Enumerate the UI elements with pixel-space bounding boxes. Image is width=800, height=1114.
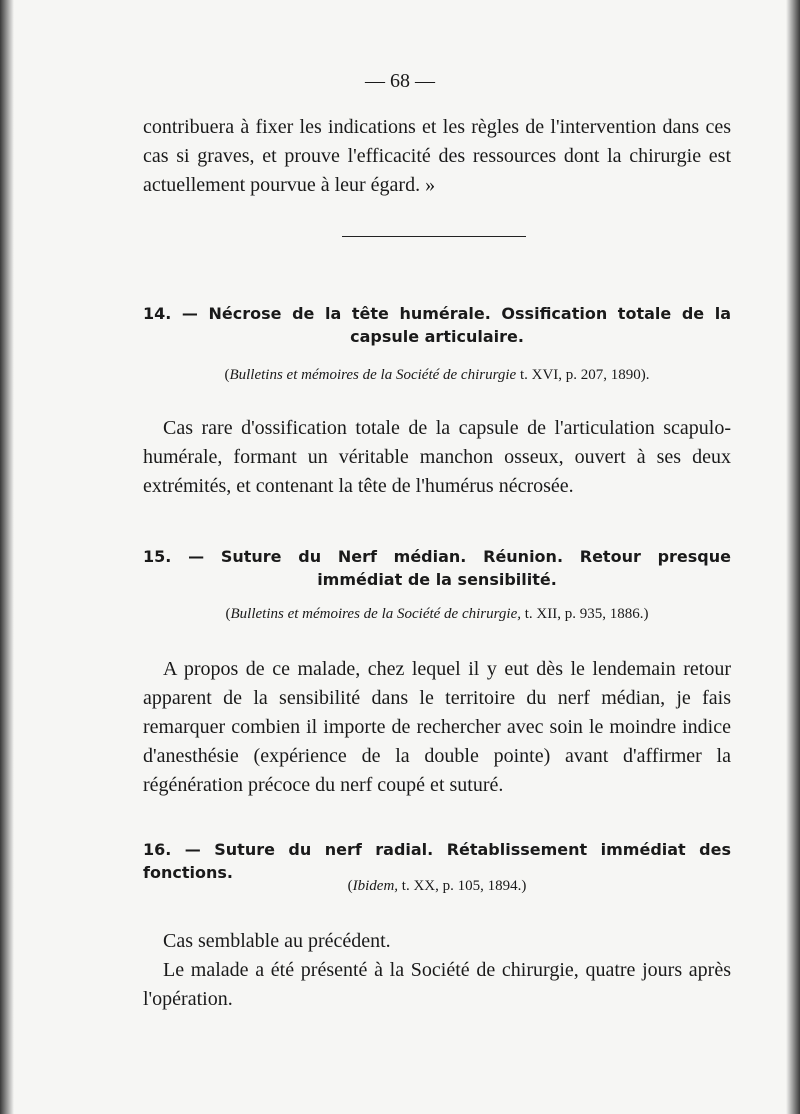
scan-edge-right <box>786 0 800 1114</box>
entry-16-citation: (Ibidem, t. XX, p. 105, 1894.) <box>347 878 527 894</box>
scan-edge-left <box>0 0 14 1114</box>
page-number: — 68 — <box>365 70 435 92</box>
entry-16-body-2: Le malade a été présenté à la Société de chirurgie, quatre jours après l'opération. <box>143 959 731 1010</box>
entry-14-body: Cas rare d'ossification totale de la capsule de l'articulation scapulo-humérale, formant un véritable manchon osseux, ouvert à ses deux extrémités, et contenant la tête de l'humérus nécrosée. <box>143 417 731 497</box>
entry-15-heading: 15. — Suture du Nerf médian. Réunion. Retour presque immédiat de la sensibilité. <box>143 547 731 589</box>
citation-source: Bulletins et mémoires de la Société de chirurgie <box>229 367 517 383</box>
citation-details: t. XX, p. 105, 1894.) <box>398 878 527 894</box>
entry-14-citation: (Bulletins et mémoires de la Société de chirurgie t. XVI, p. 207, 1890). <box>224 367 650 383</box>
entry-15-citation: (Bulletins et mémoires de la Société de chirurgie, t. XII, p. 935, 1886.) <box>225 606 649 622</box>
intro-paragraph: contribuera à fixer les indications et les règles de l'intervention dans ces cas si graves, et prouve l'efficacité des ressources dont la chirurgie est actuellement pourvue à leur égard. » <box>143 116 731 196</box>
citation-details: t. XII, p. 935, 1886.) <box>520 606 649 622</box>
entry-16-body: Cas semblable au précédent. <box>163 930 391 952</box>
citation-source: Ibidem, <box>352 878 399 894</box>
entry-14-heading: 14. — Nécrose de la tête humérale. Ossification totale de la capsule articulaire. <box>143 304 731 346</box>
section-divider <box>342 236 526 237</box>
citation-details: t. XVI, p. 207, 1890). <box>516 367 650 383</box>
entry-15-body: A propos de ce malade, chez lequel il y eut dès le lendemain retour apparent de la sensibilité dans le territoire du nerf médian, je fais remarquer combien il importe de rechercher avec soin le moindre indice d'anesthésie (expérience de la double pointe) avant d'affirmer la régénération précoce du nerf coupé et suturé. <box>143 658 731 796</box>
entry-16-heading: 16. — Suture du nerf radial. Rétablissement immédiat des fonctions. <box>143 840 731 882</box>
citation-source: Bulletins et mémoires de la Société de chirurgie, <box>230 606 521 622</box>
